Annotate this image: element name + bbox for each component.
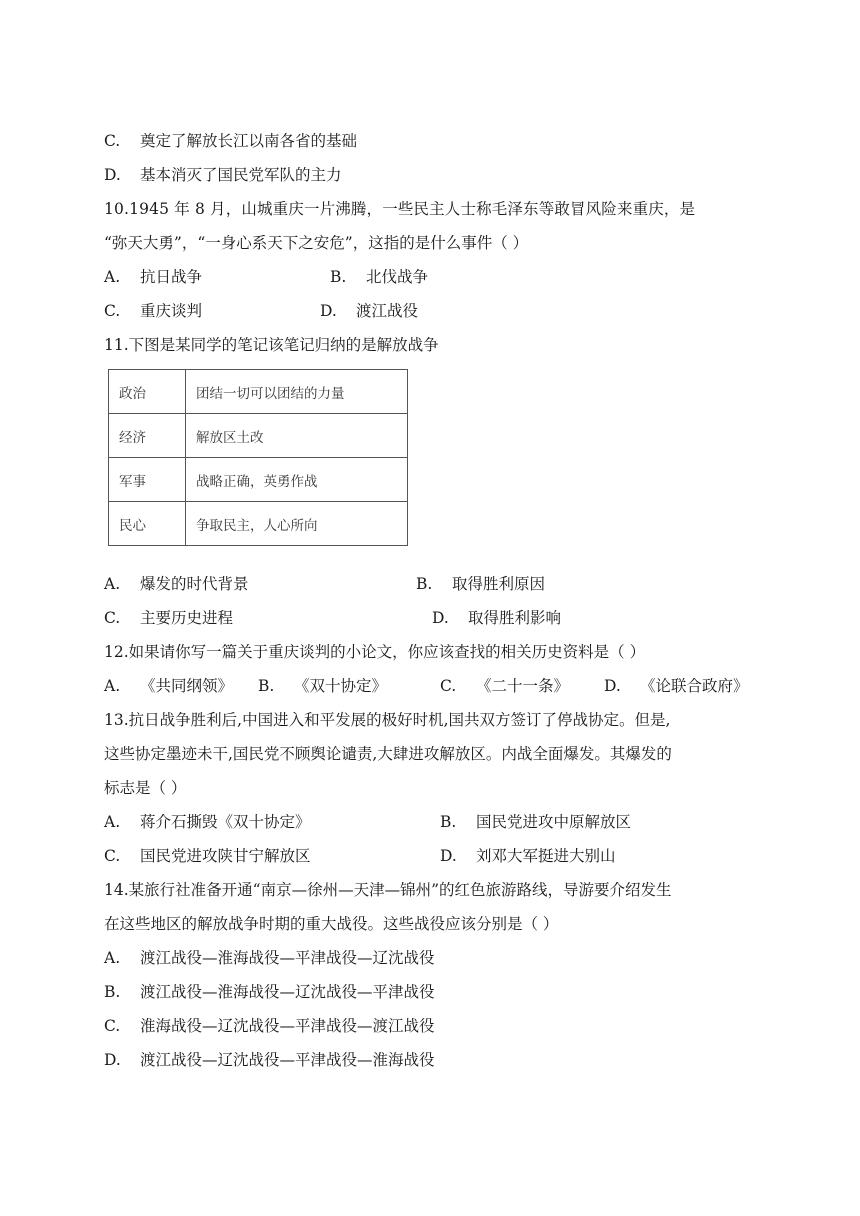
q11-option-d: D. 取得胜利影响 (432, 609, 562, 627)
q11-option-a: A. 爆发的时代背景 (104, 575, 249, 593)
notes-table (108, 369, 408, 546)
table-value: 解放区土改 (186, 414, 408, 458)
table-key: 政治 (109, 370, 186, 414)
q12-option-c: C. 《二十一条》 (440, 677, 570, 695)
q10-option-d: D. 渡江战役 (320, 302, 419, 320)
q11-option-c: C. 主要历史进程 (104, 609, 234, 627)
q14-option-d: D. 渡江战役—辽沈战役—平津战役—淮海战役 (104, 1051, 435, 1069)
q11-option-b: B. 取得胜利原因 (416, 575, 546, 593)
table-row (109, 414, 408, 458)
q12-stem: 12.如果请你写一篇关于重庆谈判的小论文，你应该查找的相关历史资料是（ ） (104, 643, 646, 661)
q9-option-d: D. 基本消灭了国民党军队的主力 (104, 166, 342, 184)
table-row (109, 458, 408, 502)
q14-stem-line1: 14.某旅行社准备开通“南京—徐州—天津—锦州”的红色旅游路线，导游要介绍发生 (104, 881, 672, 899)
q12-option-a: A. 《共同纲领》 (104, 677, 234, 695)
table-row (109, 370, 408, 414)
q13-option-b: B. 国民党进攻中原解放区 (440, 813, 632, 831)
q13-stem-line1: 13.抗日战争胜利后,中国进入和平发展的极好时机,国共双方签订了停战协定。但是, (104, 711, 671, 729)
q10-option-a: A. 抗日战争 (104, 268, 203, 286)
q12-option-d: D. 《论联合政府》 (604, 677, 749, 695)
q10-stem-line1: 10.1945 年 8 月，山城重庆一片沸腾，一些民主人士称毛泽东等敢冒风险来重庆，是 (104, 200, 696, 218)
q10-stem-line2: “弥天大勇”，“一身心系天下之安危”，这指的是什么事件（ ） (104, 234, 529, 252)
q14-stem-line2: 在这些地区的解放战争时期的重大战役。这些战役应该分别是（ ） (104, 915, 559, 933)
q9-option-c: C. 奠定了解放长江以南各省的基础 (104, 132, 358, 150)
table-value: 争取民主，人心所向 (186, 502, 408, 546)
q14-option-c: C. 淮海战役—辽沈战役—平津战役—渡江战役 (104, 1017, 435, 1035)
q10-option-c: C. 重庆谈判 (104, 302, 203, 320)
table-key: 军事 (109, 458, 186, 502)
table-value: 战略正确，英勇作战 (186, 458, 408, 502)
q13-option-d: D. 刘邓大军挺进大别山 (440, 847, 616, 865)
table-key: 民心 (109, 502, 186, 546)
q10-option-b: B. 北伐战争 (330, 268, 429, 286)
q13-stem-line2: 这些协定墨迹未干,国民党不顾舆论谴责,大肆进攻解放区。内战全面爆发。其爆发的 (104, 745, 672, 763)
q11-stem: 11.下图是某同学的笔记该笔记归纳的是解放战争 (104, 336, 439, 354)
q13-option-c: C. 国民党进攻陕甘宁解放区 (104, 847, 311, 865)
q13-stem-line3: 标志是（ ） (104, 779, 187, 797)
q14-option-b: B. 渡江战役—淮海战役—辽沈战役—平津战役 (104, 983, 435, 1001)
q14-option-a: A. 渡江战役—淮海战役—平津战役—辽沈战役 (104, 949, 435, 967)
table-row (109, 502, 408, 546)
table-key: 经济 (109, 414, 186, 458)
table-value: 团结一切可以团结的力量 (186, 370, 408, 414)
q12-option-b: B. 《双十协定》 (258, 677, 388, 695)
q13-option-a: A. 蒋介石撕毁《双十协定》 (104, 813, 311, 831)
